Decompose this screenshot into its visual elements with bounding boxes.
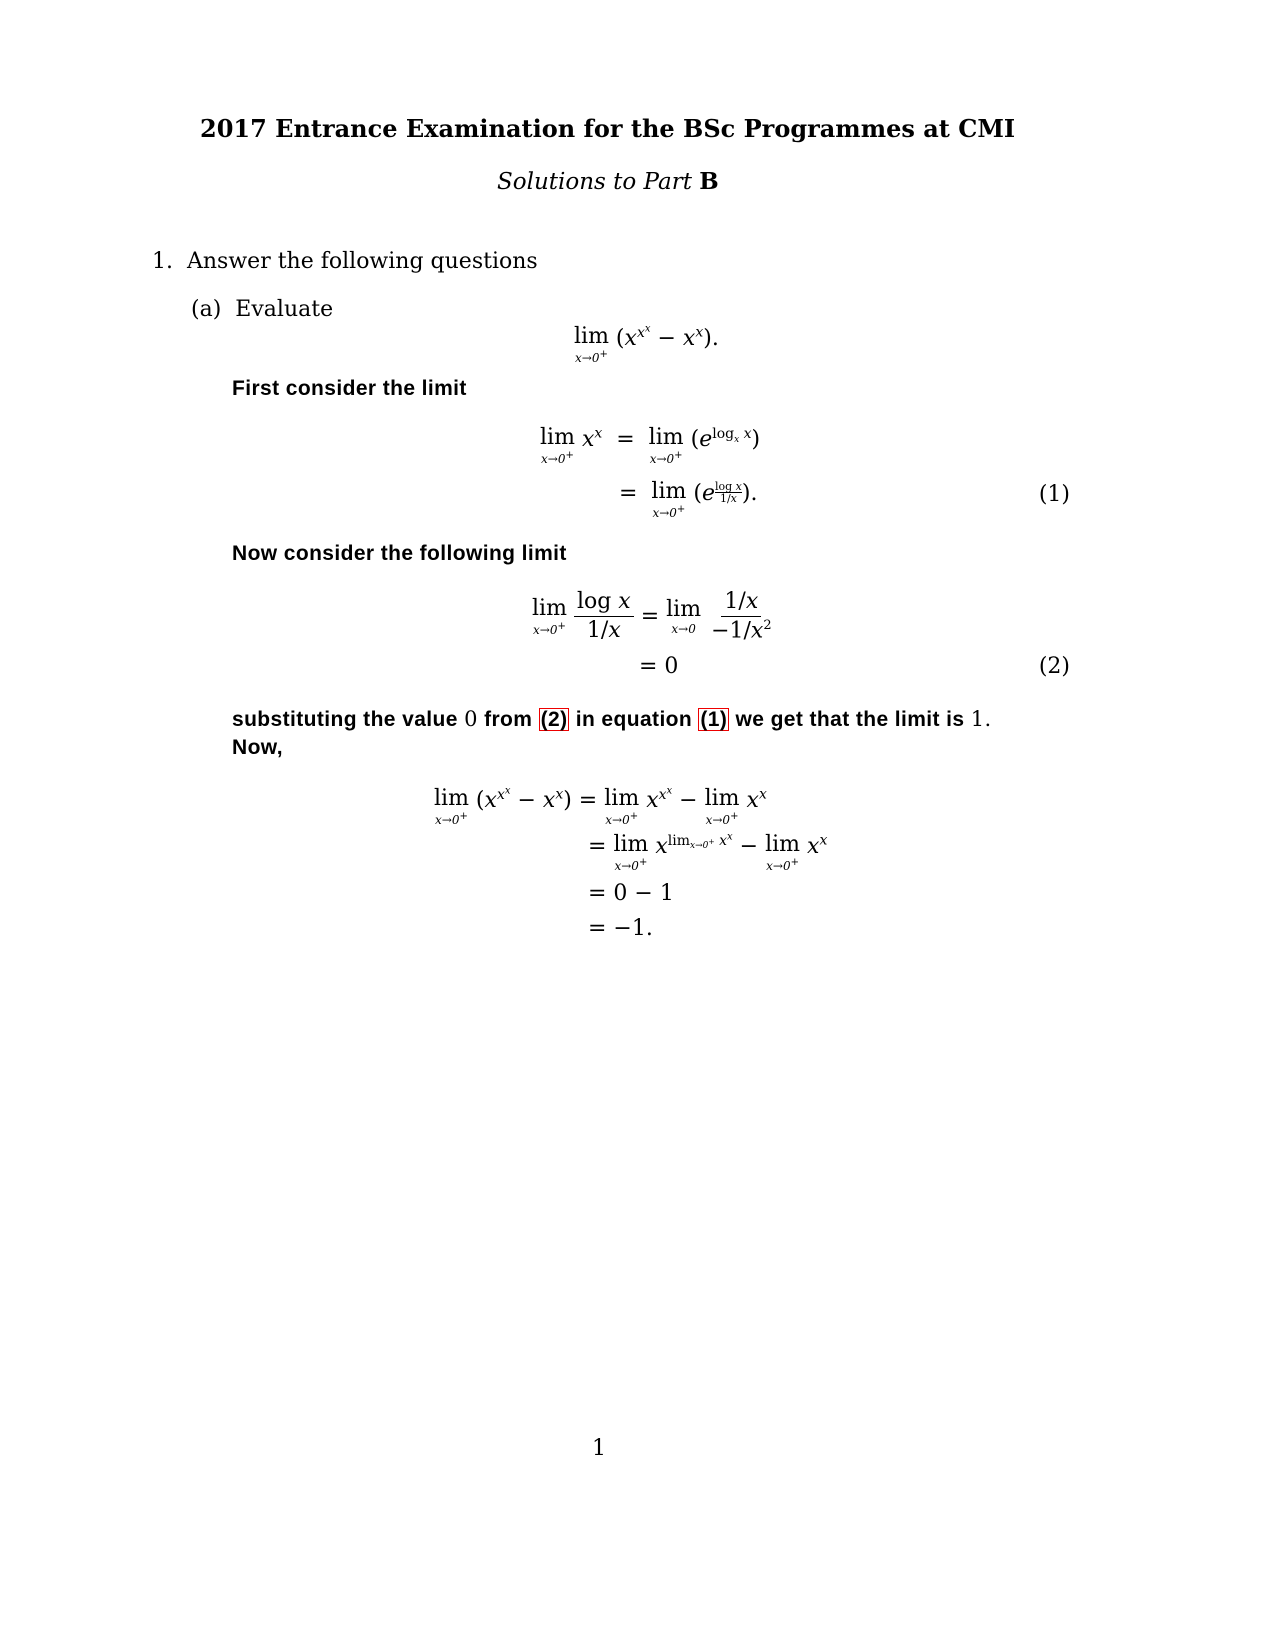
equation-1-line-2: = lim x→0+ (e $\frac{\text{log x}}{1/x}$ ). (619, 479, 758, 520)
equation-2-line-2: = 0 (639, 654, 679, 679)
question-1a: (a) Evaluate (191, 297, 334, 322)
question-1: 1. Answer the following questions (152, 249, 538, 274)
equation-1-number: (1) (1038, 482, 1070, 507)
equation-1-reference-link[interactable]: (1) (700, 708, 728, 731)
now-consider-text: Now consider the following limit (232, 542, 567, 565)
page-number: 1 (592, 1436, 606, 1461)
substitution-text: substituting the value 0 from (2) in equation (1) we get that the limit is 1. (232, 707, 992, 731)
problem-expression: lim x→0+ $(x^{x^x} - x^x)$. (574, 323, 719, 365)
final-equation-line-2: = lim x→0+ $x^{lim_{x\to 0^+} x^x}$ − lim x→0+ $x^x$ (588, 831, 828, 873)
equation-2-reference-link[interactable]: (2) (540, 708, 568, 731)
equation-2-line-1: lim x→0+ $\frac{\text{log x}}{1/x}$ = lim x→0 $\frac{1/x}{-1/x^2}$ (532, 589, 772, 644)
now-text: Now, (232, 736, 283, 759)
final-equation-line-1: lim x→0+ $(x^{x^x} - x^x)$ = lim x→0+ $x^{x^x}$ − lim x→0+ $x^x$ (434, 785, 767, 827)
final-equation-line-3: = 0 − 1 (588, 881, 674, 906)
equation-1-line-1: lim x→0+ $x^x$ = lim x→0+ $(e^{log_x x})$ (540, 425, 761, 466)
document-subtitle: Solutions to Part B (497, 168, 719, 195)
document-title: 2017 Entrance Examination for the BSc Programmes at CMI (200, 114, 1016, 143)
final-equation-line-4: = −1. (588, 916, 653, 941)
equation-2-number: (2) (1038, 654, 1070, 679)
first-consider-text: First consider the limit (232, 377, 467, 400)
